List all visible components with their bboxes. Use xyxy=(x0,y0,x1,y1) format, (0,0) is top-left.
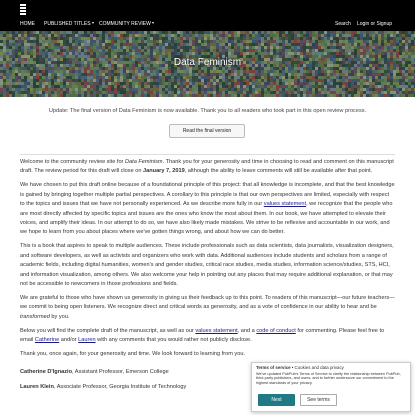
author-role: , Associate Professor, Georgia Institute of Technology xyxy=(53,384,187,391)
main-navbar xyxy=(0,18,415,31)
popup-body xyxy=(256,372,406,386)
popup-title xyxy=(256,366,406,371)
nav-published-titles-label: PUBLISHED TITLES xyxy=(44,21,91,27)
values-statement-link[interactable]: values statement xyxy=(195,327,238,334)
text: We have chosen to put this draft online because of a foundational principle of this project: that all knowledge is incomplete, and that the best knowledge is gained by bringing together multiple partial perspectives. A corollary to this principle is that our own perspectives are limited, especially with respect to the topics and issues that we have not personally experienced. As we describe more fully in our xyxy=(20,182,395,208)
text: . Thank you for your generosity and time in choosing to read and comment on this manuscript draft. The review period for this draft will close on xyxy=(20,159,394,175)
nav-search[interactable]: Search xyxy=(335,21,351,27)
read-final-version-button[interactable]: Read the final version xyxy=(169,124,245,138)
nav-login[interactable]: Login or Signup xyxy=(357,21,393,27)
terms-cookie-popup xyxy=(251,362,411,412)
code-of-conduct-link[interactable]: code of conduct xyxy=(256,327,296,334)
links-paragraph xyxy=(20,327,395,346)
principle-paragraph xyxy=(20,181,395,237)
author-name: Catherine D'Ignazio xyxy=(20,368,72,375)
hero-banner xyxy=(0,31,415,97)
text: for commenting. Please feel free to email xyxy=(20,327,385,344)
text: Below you will find the complete draft of the manuscript, as well as our xyxy=(20,327,196,334)
popup-title-rest: • Cookies and data privacy xyxy=(290,365,344,370)
popup-body-text: PubPub's Terms of Service to clarify the relationship between PubPub, third-party publishers, and users, and to further underscore our commitment to the highest standards of your privacy. xyxy=(256,371,401,385)
email-catherine-link[interactable]: Catherine xyxy=(34,337,60,344)
author-name: Lauren Klein xyxy=(20,384,54,391)
text: with any comments that you would rather not publicly disclose. xyxy=(95,337,252,344)
pubpub-logo-icon[interactable] xyxy=(18,2,28,16)
thanks-paragraph: Thank you, once again, for your generosity and time. We look forward to learning from you. xyxy=(20,351,246,358)
author-role: , Assistant Professor, Emerson College xyxy=(72,368,169,375)
caret-down-icon xyxy=(92,22,94,24)
logo-bar xyxy=(0,0,415,18)
gratitude-paragraph xyxy=(20,294,395,322)
emphasis: transformed xyxy=(20,313,50,320)
nav-published-titles[interactable] xyxy=(44,21,94,27)
popup-body-lead: We've updated xyxy=(256,371,282,376)
book-title: Data Feminism xyxy=(124,159,163,165)
divider xyxy=(20,154,395,155)
nav-home[interactable]: HOME xyxy=(20,21,35,27)
text: and/or xyxy=(59,337,79,344)
audience-paragraph: This is a book that aspires to speak to multiple audiences. These include professionals such as data scientists, data journalists, visualization designers, and software developers, as well as activists and organizers who work with data. Additional audiences include students and scholars from a range of academic fields, including digital humanities, women's and gender studies, critical race studies, media studies, information science/studies, STS, HCI, and information visualization, among others. We also welcome your help in pointing out any places that may require additional explanation, or that may not be accessible to newcomers in those professions and fields. xyxy=(20,243,394,288)
update-notice: Update: The final version of Data Feminism is now available. Thank you to all readers who took part in this open review process. xyxy=(48,108,367,114)
text: , and a xyxy=(237,327,257,334)
next-button[interactable]: Next xyxy=(258,394,295,406)
nav-community-review[interactable] xyxy=(99,21,154,27)
text: Welcome to the community review site for xyxy=(20,159,125,165)
close-date: January 7, 2019 xyxy=(143,168,185,175)
text: , we recognize that the people who are most directly affected by specific topics and issues are the ones who know the most about them. In our book, we have attempted to elevate their voices, and amplify their ideas. In our attempt to do so, we have also likely made mistakes. We strive to be reflexive and accountable in our work, and we hope to learn from you about places where we've gotten things wrong, and about how we can do better. xyxy=(20,201,393,236)
caret-down-icon xyxy=(152,22,154,24)
intro-paragraph xyxy=(20,158,395,177)
page-title: Data Feminism xyxy=(173,57,242,68)
values-statement-link[interactable]: values statement xyxy=(263,201,307,208)
popup-title-bold: Terms of service xyxy=(256,365,291,370)
see-terms-button[interactable]: See terms xyxy=(300,394,337,406)
nav-community-review-label: COMMUNITY REVIEW xyxy=(99,21,151,27)
text: , although the ability to leave comments will still be available after that point. xyxy=(184,168,373,175)
email-lauren-link[interactable]: Lauren xyxy=(78,337,96,344)
text: We are grateful to those who have shown us generosity in giving us their feedback up to this point. To readers of this manuscript—our future teachers—we commit to being open listeners. We recognize direct and critical words as generosity, and as a vote of confidence in our ability to hear and be xyxy=(20,295,395,311)
text: by you. xyxy=(49,313,70,320)
